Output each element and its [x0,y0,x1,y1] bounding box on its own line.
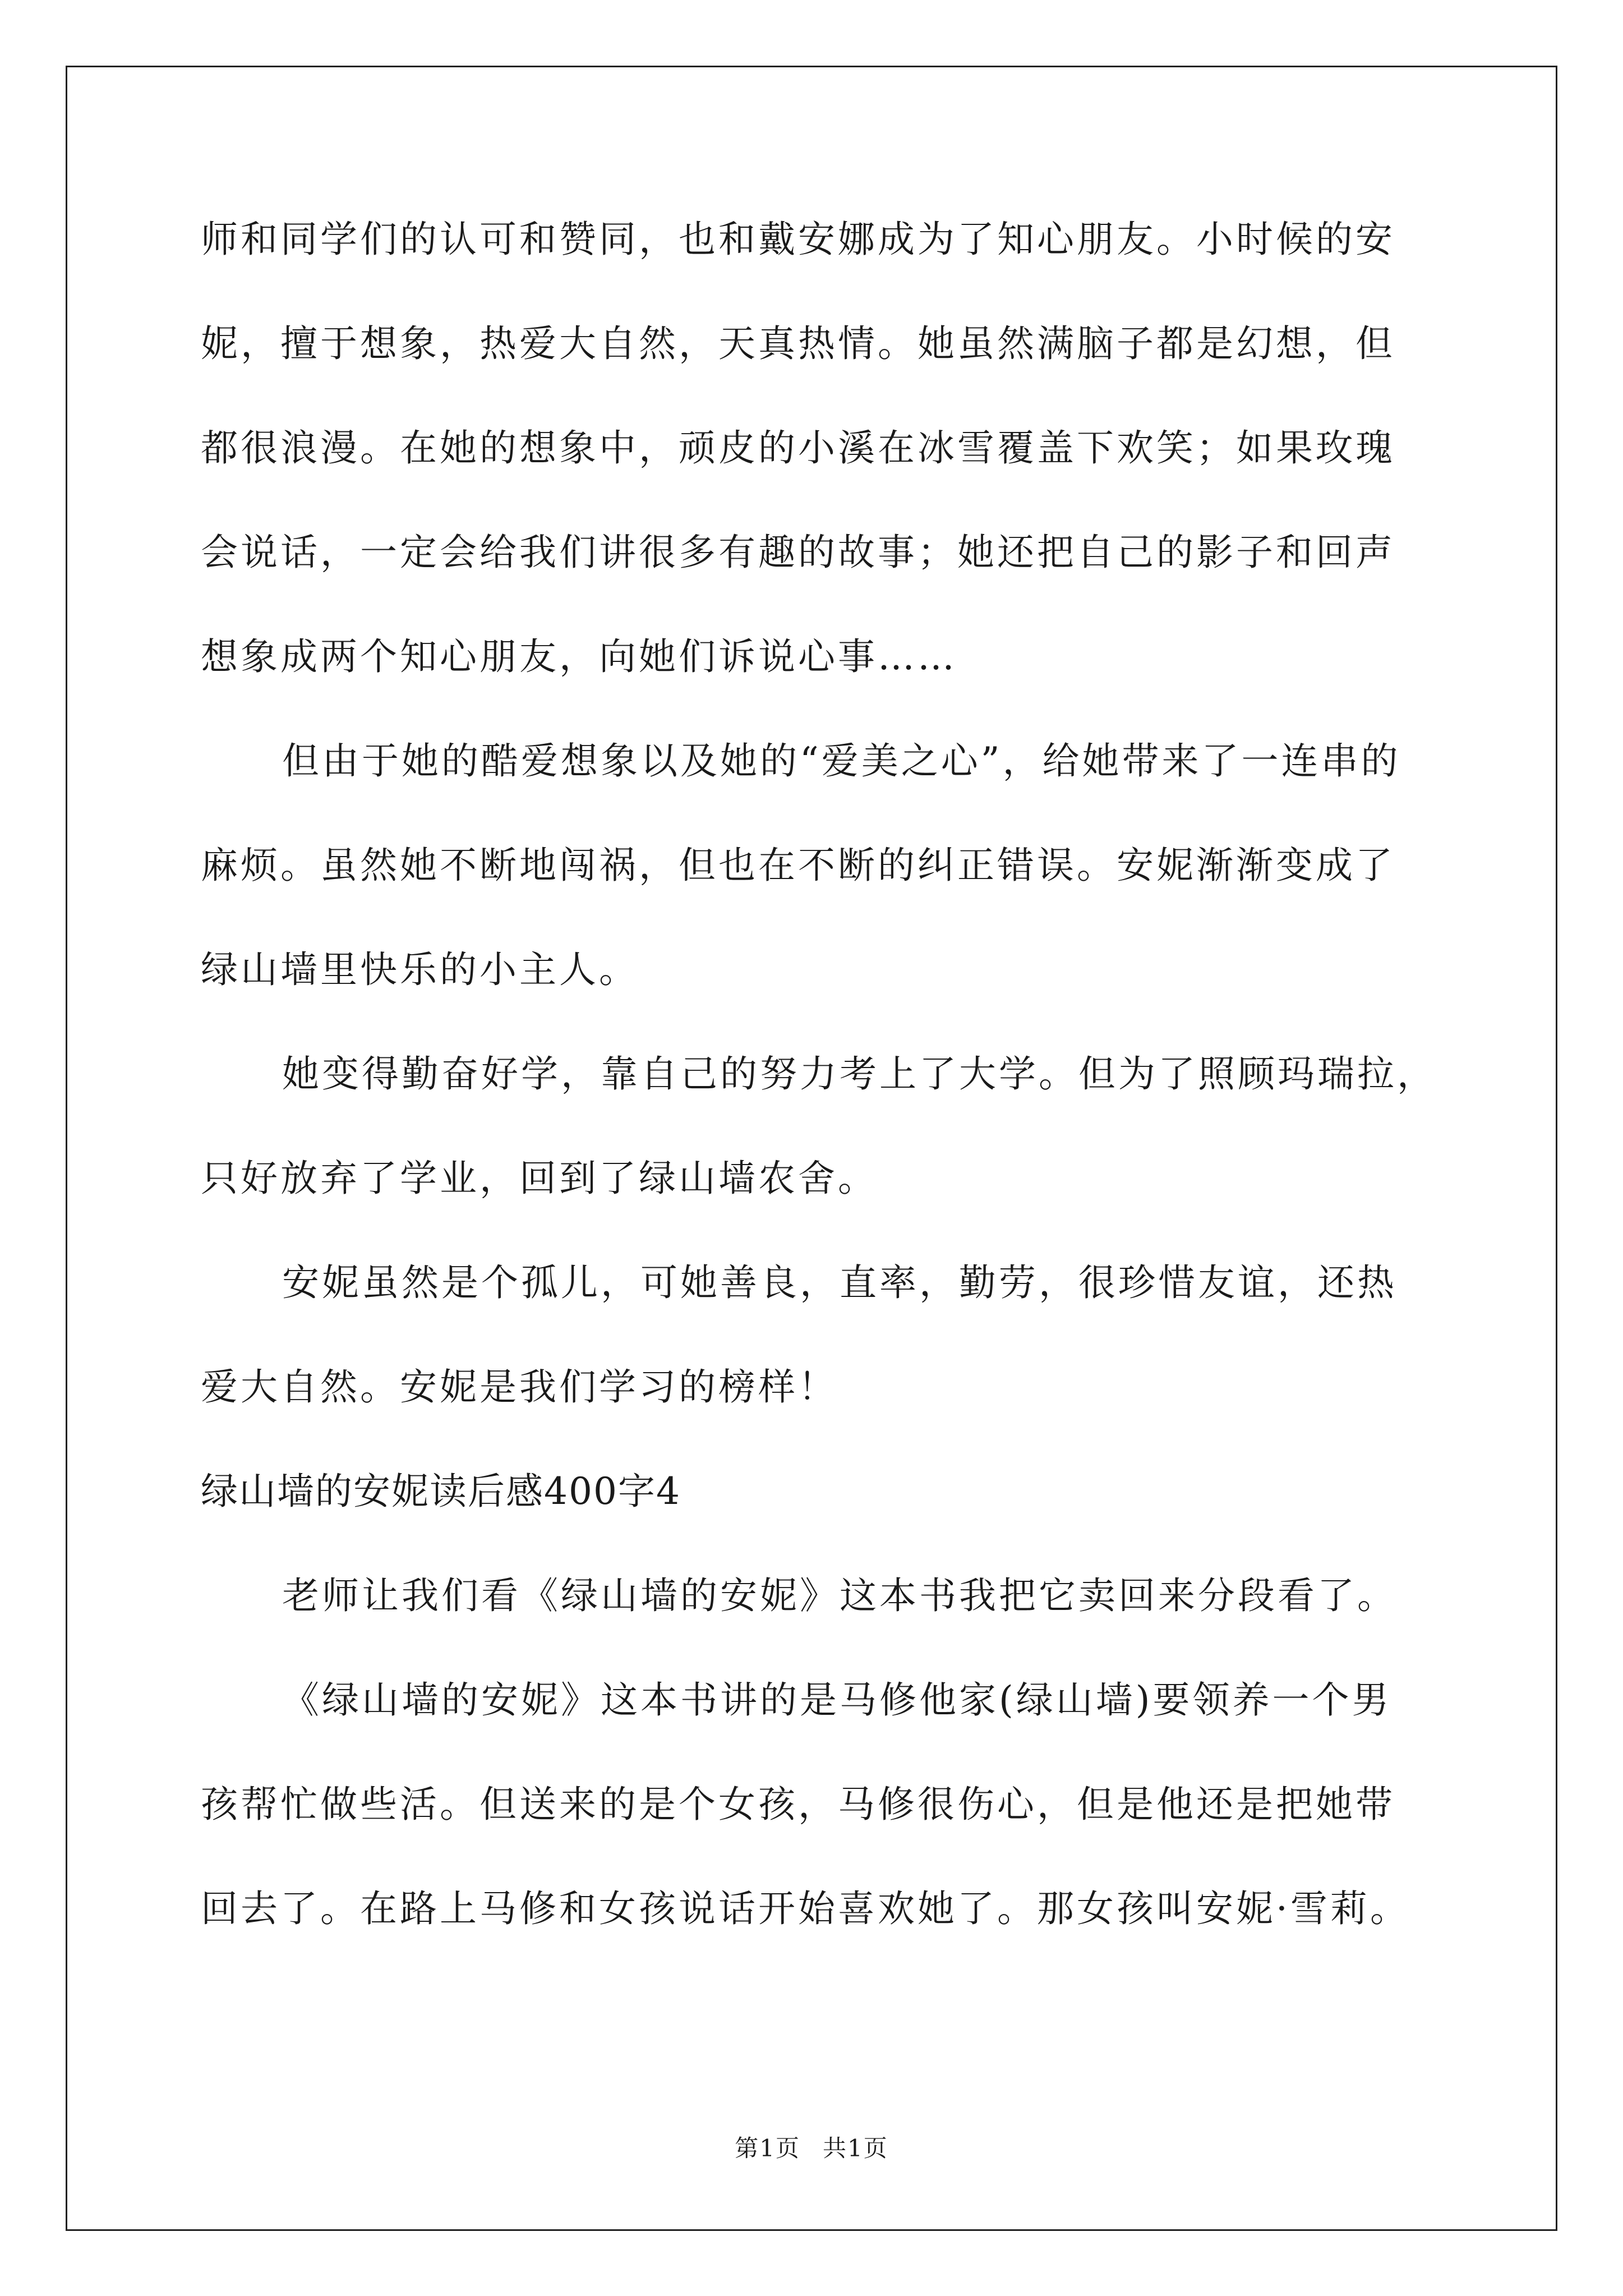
text-line: 老师让我们看《绿山墙的安妮》这本书我把它卖回来分段看了。 [282,1574,1397,1617]
text-line: 回去了。在路上马修和女孩说话开始喜欢她了。那女孩叫安妮·雪莉。 [201,1887,1410,1930]
text-line: 绿山墙里快乐的小主人。 [201,948,639,991]
page-footer [0,2134,1623,2162]
text-line: 妮，擅于想象，热爱大自然，天真热情。她虽然满脑子都是幻想，但 [201,322,1395,365]
text-line: 爱大自然。安妮是我们学习的榜样！ [201,1365,838,1409]
text-line: 想象成两个知心朋友，向她们诉说心事…… [201,635,957,678]
text-line: 只好放弃了学业，回到了绿山墙农舍。 [201,1157,878,1200]
document-body [201,213,1437,1987]
page-number: 第1页 [735,2134,800,2162]
text-line: 但由于她的酷爱想象以及她的“爱美之心”，给她带来了一连串的 [282,739,1401,783]
section-heading: 绿山墙的安妮读后感400字4 [201,1470,681,1513]
text-line: 麻烦。虽然她不断地闯祸，但也在不断的纠正错误。安妮渐渐变成了 [201,844,1395,887]
text-line: 会说话，一定会给我们讲很多有趣的故事；她还把自己的影子和回声 [201,531,1395,574]
text-line: 安妮虽然是个孤儿，可她善良，直率，勤劳，很珍惜友谊，还热 [282,1261,1397,1304]
text-line: 师和同学们的认可和赞同，也和戴安娜成为了知心朋友。小时候的安 [201,218,1395,261]
text-line: 《绿山墙的安妮》这本书讲的是马修他家(绿山墙)要领养一个男 [282,1678,1392,1722]
text-line: 她变得勤奋好学，靠自己的努力考上了大学。但为了照顾玛瑞拉， [282,1052,1437,1096]
page-count: 共1页 [823,2134,888,2162]
text-line: 都很浪漫。在她的想象中，顽皮的小溪在冰雪覆盖下欢笑；如果玫瑰 [201,426,1395,470]
text-line: 孩帮忙做些活。但送来的是个女孩，马修很伤心，但是他还是把她带 [201,1783,1395,1826]
